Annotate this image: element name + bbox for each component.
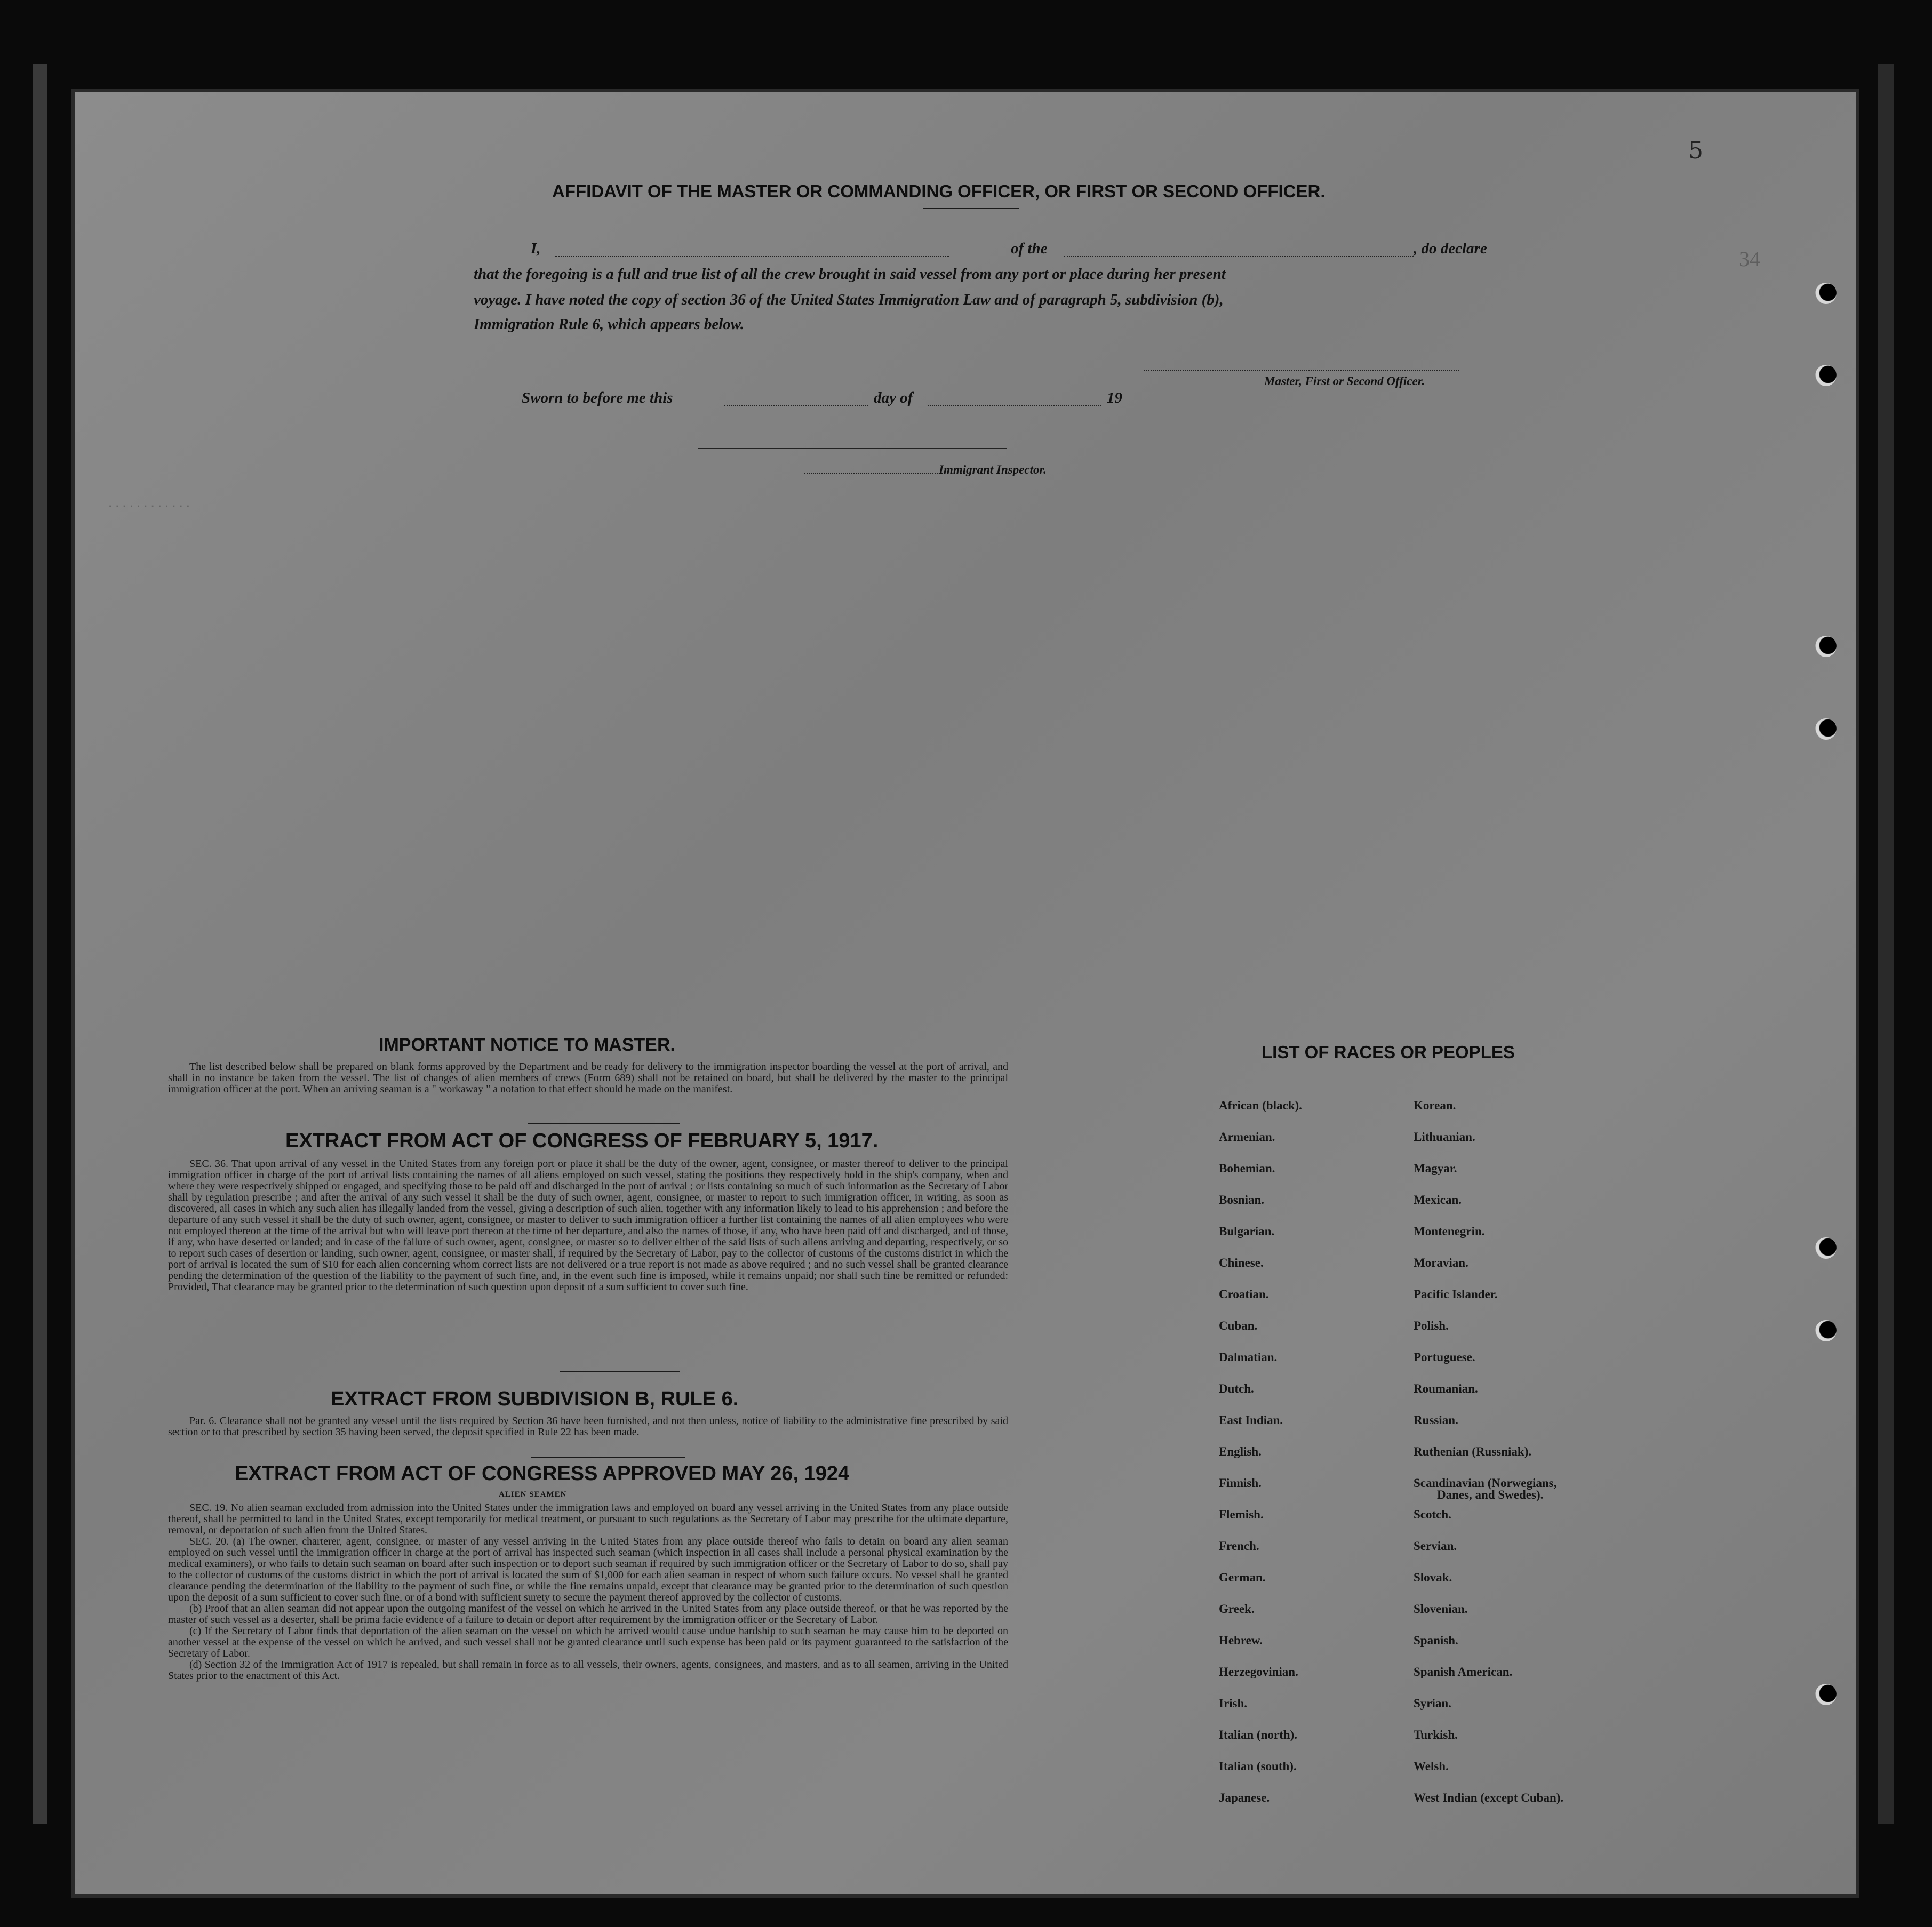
rule6-paragraph: Par. 6. Clearance shall not be granted any vessel until the lists required by Section 36 have been furnished, and not then unless, notice of liability to the administrative fine prescribed by said section or to that prescribed by section 35 having been served, the deposit specified in Rule 22 has been made.	[168, 1415, 1008, 1438]
binder-hole-icon	[1815, 365, 1837, 386]
race-item: Russian.	[1414, 1413, 1458, 1427]
extract-1917-rule	[560, 1371, 680, 1372]
race-item: Ruthenian (Russniak).	[1414, 1445, 1532, 1458]
binder-hole-icon	[1815, 1320, 1837, 1341]
affidavit-line1-i: I,	[531, 240, 541, 257]
sec20a-paragraph: SEC. 20. (a) The owner, charterer, agent, consignee, or master of any vessel arriving in the United States from any place outside thereof who fails to detain on board any alien seaman employed on such vessel until the immigration officer in charge at the port of arrival has inspected such seaman (which inspection in all cases shall include a personal physical examination by the medical examiners), or who fails to detain such seaman on board after such inspection or to deport such seaman if required by such immigration officer or the Secretary of Labor to do so, shall pay to the collector of customs of the customs district in which the port of arrival is located the sum of $1,000 for each alien seaman in respect of whom such failure occurs. No vessel shall be granted clearance pending the determination of the liability to the payment of such fine, or while the fine remains unpaid, except that clearance may be granted prior to the determination of such question upon the deposit of a sum sufficient to cover such fine, or of a bond with sufficient surety to secure the payment thereof approved by the collector of customs.	[168, 1536, 1008, 1603]
extract-1924-text	[168, 1502, 1008, 1682]
sworn-day-blank[interactable]	[724, 405, 868, 406]
race-item: Croatian.	[1219, 1288, 1269, 1301]
race-item: Korean.	[1414, 1099, 1456, 1112]
vessel-blank[interactable]	[1064, 256, 1414, 257]
race-item: Scotch.	[1414, 1508, 1451, 1521]
race-item: German.	[1219, 1571, 1266, 1584]
affidavit-line2: that the foregoing is a full and true list of all the crew brought in said vessel from any port or place during her present	[474, 266, 1226, 283]
extract-1924-subtitle: ALIEN SEAMEN	[499, 1490, 567, 1499]
year-prefix: 19	[1107, 389, 1122, 406]
binder-hole-icon	[1815, 1237, 1837, 1259]
race-item: Servian.	[1414, 1539, 1457, 1553]
race-item: Greek.	[1219, 1602, 1255, 1616]
race-item: Bulgarian.	[1219, 1225, 1275, 1238]
rule6-rule	[531, 1457, 685, 1458]
race-item: English.	[1219, 1445, 1262, 1458]
race-item: East Indian.	[1219, 1413, 1283, 1427]
sec20c-paragraph: (c) If the Secretary of Labor finds that deportation of the alien seaman on the vessel on which he arrived would cause undue hardship to such seaman he may cause him to be deported on another vessel at the expense of the vessel on which he arrived, and such vessel shall not be granted clearance until such expense has been paid or its payment guaranteed to the satisfaction of the Secretary of Labor.	[168, 1625, 1008, 1659]
race-item: Welsh.	[1414, 1760, 1449, 1773]
notice-text	[168, 1061, 1008, 1095]
race-item: Bohemian.	[1219, 1162, 1275, 1175]
race-item: Lithuanian.	[1414, 1130, 1475, 1144]
master-signature-line[interactable]	[1144, 370, 1459, 371]
race-item: Roumanian.	[1414, 1382, 1478, 1395]
race-item: Scandinavian (Norwegians,	[1414, 1476, 1557, 1490]
race-item: Spanish.	[1414, 1634, 1458, 1647]
race-item: French.	[1219, 1539, 1259, 1553]
day-of-label: day of	[874, 389, 913, 406]
race-item: Flemish.	[1219, 1508, 1264, 1521]
race-item: Irish.	[1219, 1697, 1248, 1710]
notice-title: IMPORTANT NOTICE TO MASTER.	[379, 1035, 675, 1055]
race-item: Japanese.	[1219, 1791, 1270, 1804]
sec20d-paragraph: (d) Section 32 of the Immigration Act of 1917 is repealed, but shall remain in force as to all vessels, their owners, agents, consignees, and masters, and as to all seamen, arriving in the United States prior to the enactment of this Act.	[168, 1659, 1008, 1682]
race-item: Magyar.	[1414, 1162, 1457, 1175]
race-item: Portuguese.	[1414, 1350, 1475, 1364]
race-item: Cuban.	[1219, 1319, 1258, 1332]
race-item: Slovenian.	[1414, 1602, 1468, 1616]
name-blank[interactable]	[555, 256, 949, 257]
page-edge-left	[33, 64, 47, 1824]
sworn-month-blank[interactable]	[928, 405, 1101, 406]
inspector-label: Immigrant Inspector.	[939, 463, 1047, 476]
notice-rule	[528, 1123, 680, 1124]
races-right-column	[1414, 1099, 1712, 1909]
affidavit-line1-of-the: of the	[1011, 240, 1048, 257]
race-item: West Indian (except Cuban).	[1414, 1791, 1564, 1804]
binder-hole-icon	[1815, 636, 1837, 657]
race-item: Armenian.	[1219, 1130, 1275, 1144]
sec20b-paragraph: (b) Proof that an alien seaman did not appear upon the outgoing manifest of the vessel on which he arrived in the United States from any place outside thereof, or that he was reported by the master of such vessel as a deserter, shall be prima facie evidence of a failure to detain or deport after requirement by the immigration officer or the Secretary of Labor.	[168, 1603, 1008, 1626]
extract-1924-title: EXTRACT FROM ACT OF CONGRESS APPROVED MAY 26, 1924	[235, 1462, 850, 1485]
corner-mark-top-right: 5	[1688, 137, 1703, 164]
affidavit-line4: Immigration Rule 6, which appears below.	[474, 316, 745, 333]
race-item: Italian (north).	[1219, 1728, 1297, 1741]
race-item: Pacific Islander.	[1414, 1288, 1498, 1301]
race-item: African (black).	[1219, 1099, 1302, 1112]
notice-paragraph: The list described below shall be prepared on blank forms approved by the Department and be ready for delivery to the immigration inspector boarding the vessel at the port of arrival, and shall in no instance be taken from the vessel. The list of changes of alien members of crews (Form 689) shall not be retained on board, but shall be delivered by the master to the principal immigration officer at the port. When an arriving seaman is a " workaway " a notation to that effect should be made on the manifest.	[168, 1061, 1008, 1095]
affidavit-line3: voyage. I have noted the copy of section 36 of the United States Immigration Law and of paragraph 5, subdivision (b),	[474, 291, 1224, 308]
rule6-title: EXTRACT FROM SUBDIVISION B, RULE 6.	[331, 1388, 739, 1410]
affidavit-line1-declare: , do declare	[1414, 240, 1487, 257]
race-item: Finnish.	[1219, 1476, 1262, 1490]
race-item: Slovak.	[1414, 1571, 1452, 1584]
page-edge-right	[1878, 64, 1894, 1824]
inspector-signature-line[interactable]	[804, 473, 938, 474]
races-left-column	[1219, 1099, 1432, 1909]
binder-hole-icon	[1815, 283, 1837, 304]
race-item: Bosnian.	[1219, 1193, 1265, 1206]
race-item: Mexican.	[1414, 1193, 1462, 1206]
race-item: Hebrew.	[1219, 1634, 1263, 1647]
sworn-label: Sworn to before me this	[522, 389, 673, 406]
extract-1917-text	[168, 1158, 1008, 1293]
master-signature-label: Master, First or Second Officer.	[1264, 374, 1425, 388]
corner-mark-side: 34	[1739, 247, 1760, 271]
race-item: Montenegrin.	[1414, 1225, 1485, 1238]
race-item: Moravian.	[1414, 1256, 1468, 1269]
race-item: Polish.	[1414, 1319, 1449, 1332]
race-item: Spanish American.	[1414, 1665, 1513, 1678]
inspector-blank-top[interactable]	[698, 448, 1007, 449]
rule6-text	[168, 1416, 1008, 1438]
race-item: Danes, and Swedes).	[1437, 1488, 1544, 1501]
race-item: Herzegovinian.	[1219, 1665, 1298, 1678]
race-item: Italian (south).	[1219, 1760, 1297, 1773]
binder-hole-icon	[1815, 718, 1837, 740]
sec19-paragraph: SEC. 19. No alien seaman excluded from admission into the United States under the immigration laws and employed on board any vessel arriving in the United States from any place outside thereof, shall be permitted to land in the United States, except temporarily for medical treatment, or pursuant to such regulations as the Secretary of Labor may prescribe for the ultimate departure, removal, or deportation of such alien from the United States.	[168, 1502, 1008, 1536]
race-item: Dalmatian.	[1219, 1350, 1278, 1364]
race-item: Turkish.	[1414, 1728, 1458, 1741]
binder-hole-icon	[1815, 1684, 1837, 1705]
race-item: Chinese.	[1219, 1256, 1264, 1269]
race-item: Syrian.	[1414, 1697, 1451, 1710]
sec36-paragraph: SEC. 36. That upon arrival of any vessel in the United States from any foreign port or place it shall be the duty of the owner, agent, consignee, or master thereof to deliver to the principal immigration officer in charge of the port of arrival lists containing the names of all aliens employed on such vessel, stating the positions they respectively hold in the ship's company, when and where they were respectively shipped or engaged, and specifying those to be paid off and discharged in the port of arrival ; or lists containing so much of such information as the Secretary of Labor shall by regulation prescribe ; and after the arrival of any such vessel it shall be the duty of such owner, agent, consignee, or master to report to such immigration officer, in writing, as soon as discovered, all cases in which any such alien has illegally landed from the vessel, giving a description of such alien, together with any information likely to lead to his apprehension ; and before the departure of any such vessel it shall be the duty of such owner, agent, consignee, or master to deliver to such immigration officer a further list containing the names of all alien employees who were not employed thereon at the time of the arrival but who will leave port thereon at the time of her departure, and also the names of those, if any, who have been paid off and discharged, and of those, if any, who have deserted or landed; and in case of the failure of such owner, agent, consignee, or master so to deliver either of the said lists of such aliens arriving and departing, respectively, or so to report such cases of desertion or landing, such owner, agent, consignee, or master shall, if required by the Secretary of Labor, pay to the collector of customs of the customs district in which the port of arrival is located the sum of $10 for each alien concerning whom correct lists are not delivered or a true report is not made as above required ; and no such vessel shall be granted clearance pending the determination of the question of the liability to the payment of such fine, and, in the event such fine is imposed, while it remains unpaid; nor shall such fine be remitted or refunded: Provided, That clearance may be granted prior to the determination of such question upon deposit of a sum sufficient to cover such fine.	[168, 1158, 1008, 1293]
affidavit-title-rule	[923, 208, 1019, 209]
affidavit-title: AFFIDAVIT OF THE MASTER OR COMMANDING OFFICER, OR FIRST OR SECOND OFFICER.	[552, 181, 1326, 201]
races-title: LIST OF RACES OR PEOPLES	[1262, 1042, 1515, 1062]
race-item: Dutch.	[1219, 1382, 1254, 1395]
document-page: ............ AFFIDAVIT OF THE MASTER OR COMMANDING OFFICER, OR FIRST OR SECOND OFFICER. I, of the , do declare that the foregoing is a full and true list of all the crew brought in said vessel from any port or place during her present voyage. I have noted the copy of section 36 of the United States Immigration Law and of paragraph 5, subdivision (b), Immigration Rule 6, which appears below. Master, First or Second Officer. Sworn to before me this day of 19 Immigrant Inspector. 5 34 IMPORTANT NOTICE TO MASTER. The list described below shall be prepared on blank forms approved by the Department and be ready for delivery to the immigration inspector boarding the vessel at the port of arrival, and shall in no instance be taken from the vessel. The list of changes of alien members of crews (Form 689) shall not be retained on board, but shall be delivered by the master to the principal immigration officer at the port. When an arriving seaman is a " workaway " a notation to that effect should be made on the manifest. EXTRACT FROM ACT OF CONGRESS OF FEBRUARY 5, 1917. SEC. 36. That upon arrival of any vessel in the United States from any foreign port or place it shall be the duty of the owner, agent, consignee, or master thereof to deliver to the principal immigration officer in charge of the port of arrival lists containing the names of all aliens employed on such vessel, stating the positions they respectively hold in the ship's company, when and where they were respectively shipped or engaged, and specifying those to be paid off and discharged in the port of arrival ; or lists containing so much of such information as the Secretary of Labor shall by regulation prescribe ; and after the arrival of any such vessel it shall be the duty of such owner, agent, consignee, or master to report to such immigration officer, in writing, as soon as discovered, all cases in which any such alien has illegally landed from the vessel, giving a description of such alien, together with any information likely to lead to his apprehension ; and before the departure of any such vessel it shall be the duty of such owner, agent, consignee, or master to deliver to such immigration officer a further list containing the names of all alien employees who were not employed thereon at the time of the arrival but who will leave port thereon at the time of her departure, and also the names of those, if any, who have been paid off and discharged, and of those, if any, who have deserted or landed; and in case of the failure of such owner, agent, consignee, or master so to deliver either of the said lists of such aliens arriving and departing, respectively, or so to report such cases of desertion or landing, such owner, agent, consignee, or master shall, if required by the Secretary of Labor, pay to the collector of customs of the customs district in which the port of arrival is located the sum of $10 for each alien concerning whom correct lists are not delivered or a true report is not made as above required ; and no such vessel shall be granted clearance pending the determination of the question of the liability to the payment of such fine, and, in the event such fine is imposed, while it remains unpaid; nor shall such fine be remitted or refunded: Provided, That clearance may be granted prior to the determination of such question upon deposit of a sum sufficient to cover such fine. EXTRACT FROM SUBDIVISION B, RULE 6. Par. 6. Clearance shall not be granted any vessel until the lists required by Section 36 have been furnished, and not then unless, notice of liability to the administrative fine prescribed by said section or to that prescribed by section 35 having been served, the deposit specified in Rule 22 has been made. EXTRACT FROM ACT OF CONGRESS APPROVED MAY 26, 1924 ALIEN SEAMEN SEC. 19. No alien seaman excluded from admission into the United States under the immigration laws and employed on board any vessel arriving in the United States from any place outside thereof, shall be permitted to land in the United States, except temporarily for medical treatment, or pursuant to such regulations as the Secretary of Labor may prescribe for the ultimate departure, removal, or deportation of such alien from the United States. SEC. 20. (a) The owner, charterer, agent, consignee, or master of any vessel arriving in the United States from any place outside thereof who fails to detain on board any alien seaman employed on such vessel until the immigration officer in charge at the port of arrival has inspected such seaman (which inspection in all cases shall include a personal physical examination by the medical examiners), or who fails to detain such seaman on board after such inspection or to deport such seaman if required by such immigration officer or the Secretary of Labor to do so, shall pay to the collector of customs of the customs district in which the port of arrival is located the sum of $1,000 for each alien seaman in respect of whom such failure occurs. No vessel shall be granted clearance pending the determination of the liability to the payment of such fine, or while the fine remains unpaid, except that clearance may be granted prior to the determination of such question upon the deposit of a sum sufficient to cover such fine, or of a bond with sufficient surety to secure the payment thereof approved by the collector of customs. (b) Proof that an alien seaman did not appear upon the outgoing manifest of the vessel on which he arrived in the United States from any place outside thereof, or that he was reported by the master of such vessel as a deserter, shall be prima facie evidence of a failure to detain or deport after requirement by the immigration officer or the Secretary of Labor. (c) If the Secretary of Labor finds that deportation of the alien seaman on the vessel on which he arrived would cause undue hardship to such seaman he may cause him to be deported on another vessel at the expense of the vessel on which he arrived, and such vessel shall not be granted clearance until such expense has been paid or its payment guaranteed to the satisfaction of the Secretary of Labor. (d) Section 32 of the Immigration Act of 1917 is repealed, but shall remain in force as to all vessels, their owners, agents, consignees, and masters, and as to all seamen, arriving in the United States prior to the enactment of this Act. LIST OF RACES OR PEOPLES African (black). Armenian. Bohemian. Bosnian. Bulgarian. Chinese. Croatian. Cuban. Dalmatian. Dutch. East Indian. English. Finnish. Flemish. French. German. Greek. Hebrew. Herzegovinian. Irish. Italian (north). Italian (south). Japanese. Korean. Lithuanian. Magyar. Mexican. Montenegrin. Moravian. Pacific Islander. Polish. Portuguese. Roumanian. Russian. Ruthenian (Russniak). Scandinavian (Norwegians, Danes, and Swedes). Scotch. Servian. Slovak. Slovenian. Spanish. Spanish American. Syrian. Turkish. Welsh. West Indian (except Cuban).	[75, 92, 1856, 1894]
extract-1917-title: EXTRACT FROM ACT OF CONGRESS OF FEBRUARY 5, 1917.	[285, 1130, 879, 1152]
